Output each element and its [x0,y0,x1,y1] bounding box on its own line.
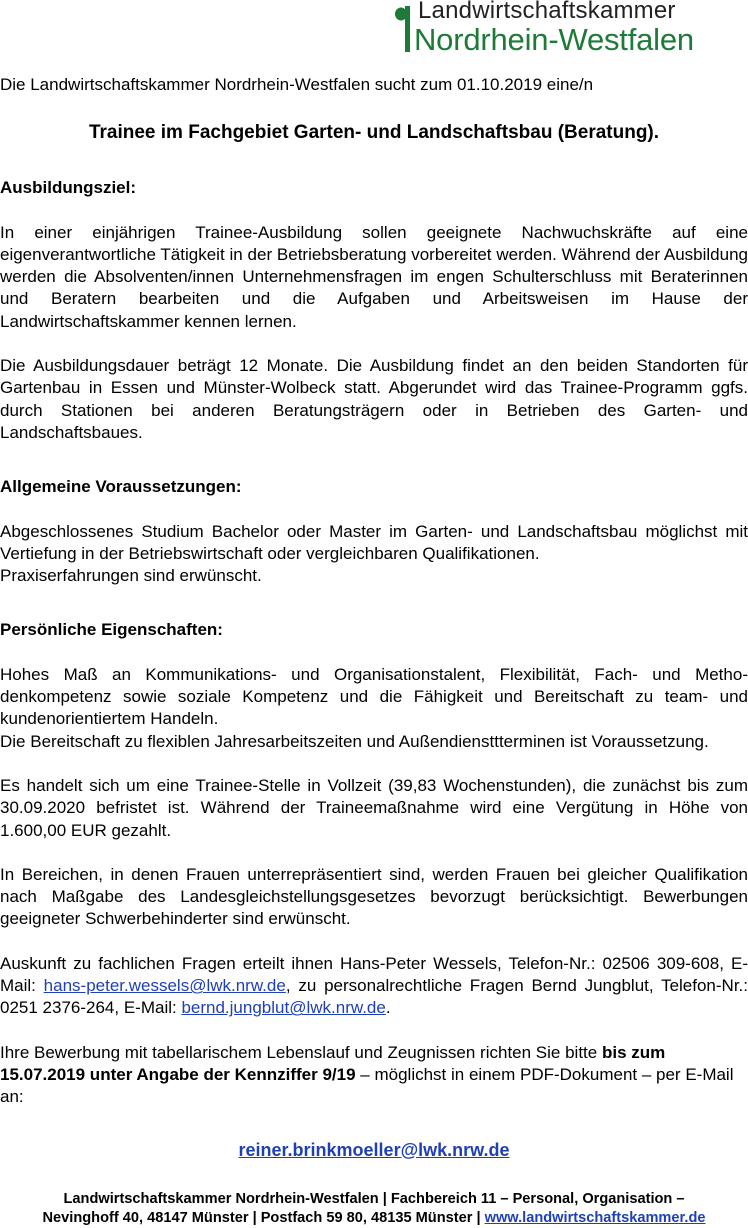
personal-paragraph-1: Hohes Maß an Kommunikations- und Organisationstalent, Flexibilität, Fach- und Methodenkompetenz sowie soziale Kompetenz und die Fähigkeit und Bereitschaft zu team- und kundenorientiertem Handeln. [0,664,748,729]
personal-heading: Persönliche Eigenschaften: [0,620,223,640]
job-posting [0,74,748,1161]
goal-heading: Ausbildungsziel: [0,178,136,198]
footer-line-1: Landwirtschaftskammer Nordrhein-Westfalen | Fachbereich 11 – Personal, Organisation – [63,1191,685,1207]
requirements-paragraph-2: Praxiserfahrungen sind erwünscht. [0,566,262,586]
logo-text-line1: Landwirtschaftskammer [418,0,676,24]
equality-paragraph: In Bereichen, in denen Frauen unterrepräsentiert sind, werden Frauen bei gleicher Qualifikation nach Maßgabe des Landesgleichstellungsgesetzes bevorzugt berücksichtigt. Bewerbungen geeigneter Schwerbehinderter sind erwünscht. [0,864,748,929]
job-title: Trainee im Fachgebiet Garten- und Landschaftsbau (Beratung). [88,122,660,144]
contact-text-1: Auskunft zu fachlichen Fragen erteilt ihnen Hans-Peter Wessels, Telefon-Nr.: 02506 309-608, E-Mail: [0,953,748,996]
website-link[interactable]: www.landwirtschaftskammer.de [484,1210,706,1226]
footer-line-2 [0,1209,748,1228]
application-email-link[interactable]: reiner.brinkmoeller@lwk.nrw.de [238,1139,510,1160]
email-link-wessels[interactable]: hans-peter.wessels@lwk.nrw.de [43,976,286,996]
requirements-heading: Allgemeine Voraussetzungen: [0,477,242,497]
requirements-paragraph-1: Abgeschlossenes Studium Bachelor oder Master im Garten- und Landschaftsbau möglichst mit Vertiefung in der Betriebswirtschaft oder vergleichbaren Qualifikationen. [0,521,748,563]
intro-text: Die Landwirtschaftskammer Nordrhein-Westfalen sucht zum 01.10.2019 eine/n [0,75,594,94]
contact-text-2: , zu personalrechtliche Fragen Bernd Jungblut, Telefon-Nr.: 0251 2376-264, E-Mail: [0,976,748,1018]
footer-address: Nevinghoff 40, 48147 Münster | Postfach 59 80, 48135 Münster | [42,1210,485,1226]
footer [0,1190,748,1228]
application-deadline: bis zum 15.07.2019 unter Angabe der Kennziffer 9/19 [0,1042,666,1084]
position-paragraph: Es handelt sich um eine Trainee-Stelle in Vollzeit (39,83 Wochenstunden), die zunächst bis zum 30.09.2020 befristet ist. Während der Traineemaßnahme wird eine Vergütung in Höhe von 1.600,00 EUR gezahlt. [0,775,748,840]
application-text-2: – möglichst in einem PDF-Dokument – per E-Mail an: [0,1064,734,1107]
personal-paragraph-2: Die Bereitschaft zu flexiblen Jahresarbeitszeiten und Außendiensttterminen ist Voraussetzung. [0,731,709,751]
goal-paragraph-2: Die Ausbildungsdauer beträgt 12 Monate. Die Ausbildung findet an den beiden Standorten für Gartenbau in Essen und Münster-Wolbeck statt. Abgerundet wird das Trainee-Programm ggfs. durch Stationen bei anderen Beratungsträgern oder in Betrieben des Garten- und Landschaftsbaues. [0,356,748,442]
lwk-logo [394,0,748,56]
email-link-jungblut[interactable]: bernd.jungblut@lwk.nrw.de [181,998,386,1018]
contact-paragraph [0,953,748,1020]
application-text-1: Ihre Bewerbung mit tabellarischem Lebenslauf und Zeugnissen richten Sie bitte [0,1042,602,1062]
logo-text-line2: Nordrhein-Westfalen [414,22,694,57]
goal-paragraph-1: In einer einjährigen Trainee-Ausbildung sollen geeignete Nachwuchskräfte auf eine eigenverantwortliche Tätigkeit in der Betriebsberatung vorbereitet werden. Während der Ausbildung werden die Absolventen/innen Unternehmensfragen im engen Schulterschluss mit Beraterinnen und Beratern bearbeiten und die Aufgaben und Arbeitsweisen im Hause der Landwirtschaftskammer kennen lernen. [0,222,748,331]
contact-text-3: . [385,998,391,1018]
application-paragraph [0,1042,748,1109]
